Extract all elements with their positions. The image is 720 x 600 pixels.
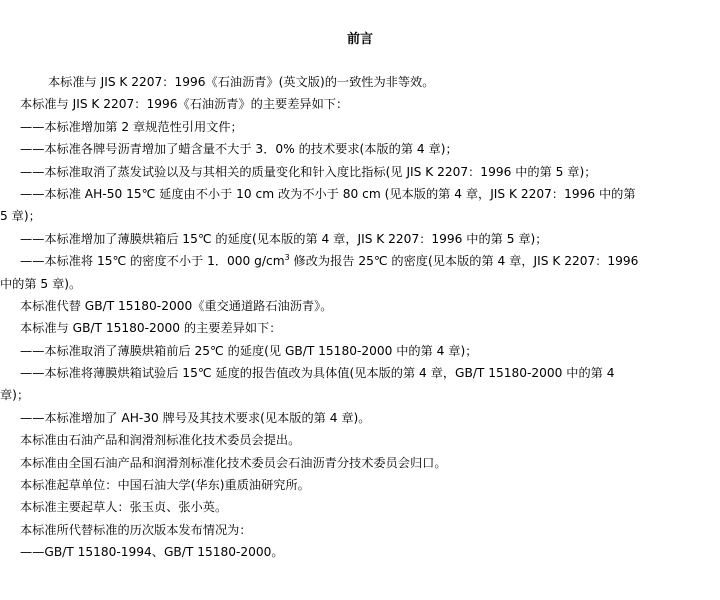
paragraph-line-11: 本标准代替 GB/T 15180-2000《重交通道路石油沥青》。: [20, 298, 333, 313]
paragraph-line-12: 本标准与 GB/T 15180-2000 的主要差异如下：: [20, 321, 282, 336]
paragraph-line-2: 本标准与 JIS K 2207：1996《石油沥青》的主要差异如下：: [20, 97, 349, 112]
density-text-after: 修改为报告 25℃ 的密度(见本版的第 4 章，JIS K 2207：1996: [289, 254, 639, 269]
paragraph-line-19: 本标准起草单位：中国石油大学(华东)重质油研究所。: [20, 478, 310, 493]
density-text-before: ——本标准将 15℃ 的密度不小于 1．000 g/cm: [20, 254, 285, 269]
paragraph-line-21: 本标准所代替标准的历次版本发布情况为：: [20, 522, 252, 537]
paragraph-line-15: 章)；: [0, 388, 30, 403]
paragraph-line-6: ——本标准 AH-50 15℃ 延度由不小于 10 cm 改为不小于 80 cm (见本版的第 4 章，JIS K 2207：1996 中的第: [20, 186, 636, 201]
document-body: [0, 71, 714, 564]
paragraph-line-7: 5 章)；: [0, 209, 41, 224]
paragraph-line-14: ——本标准将薄膜烘箱试验后 15℃ 延度的报告值改为具体值(见本版的第 4 章，GB/T 15180-2000 中的第 4: [20, 366, 615, 381]
paragraph-line-10: 中的第 5 章)。: [0, 276, 82, 291]
paragraph-line-1: 本标准与 JIS K 2207：1996《石油沥青》(英文版)的一致性为非等效。: [48, 75, 435, 89]
paragraph-line-9: [0, 250, 714, 272]
paragraph-line-3: ——本标准增加第 2 章规范性引用文件；: [20, 119, 243, 134]
paragraph-line-20: 本标准主要起草人：张玉贞、张小英。: [20, 500, 228, 515]
page-title: 前言: [346, 32, 373, 47]
paragraph-line-16: ——本标准增加了 AH-30 牌号及其技术要求(见本版的第 4 章)。: [20, 410, 371, 425]
paragraph-line-5: ——本标准取消了蒸发试验以及与其相关的质量变化和针入度比指标(见 JIS K 2207：1996 中的第 5 章)；: [20, 164, 597, 179]
paragraph-line-22: ——GB/T 15180-1994、GB/T 15180-2000。: [20, 545, 284, 560]
paragraph-line-4: ——本标准各牌号沥青增加了蜡含量不大于 3．0% 的技术要求(本版的第 4 章)；: [20, 142, 458, 157]
density-superscript: 3: [284, 253, 290, 263]
paragraph-line-18: 本标准由全国石油产品和润滑剂标准化技术委员会石油沥青分技术委员会归口。: [20, 455, 447, 470]
paragraph-line-13: ——本标准取消了薄膜烘箱前后 25℃ 的延度(见 GB/T 15180-2000 中的第 4 章)；: [20, 343, 478, 358]
paragraph-line-17: 本标准由石油产品和润滑剂标准化技术委员会提出。: [20, 433, 301, 448]
paragraph-line-8: ——本标准增加了薄膜烘箱后 15℃ 的延度(见本版的第 4 章，JIS K 2207：1996 中的第 5 章)；: [20, 231, 548, 246]
